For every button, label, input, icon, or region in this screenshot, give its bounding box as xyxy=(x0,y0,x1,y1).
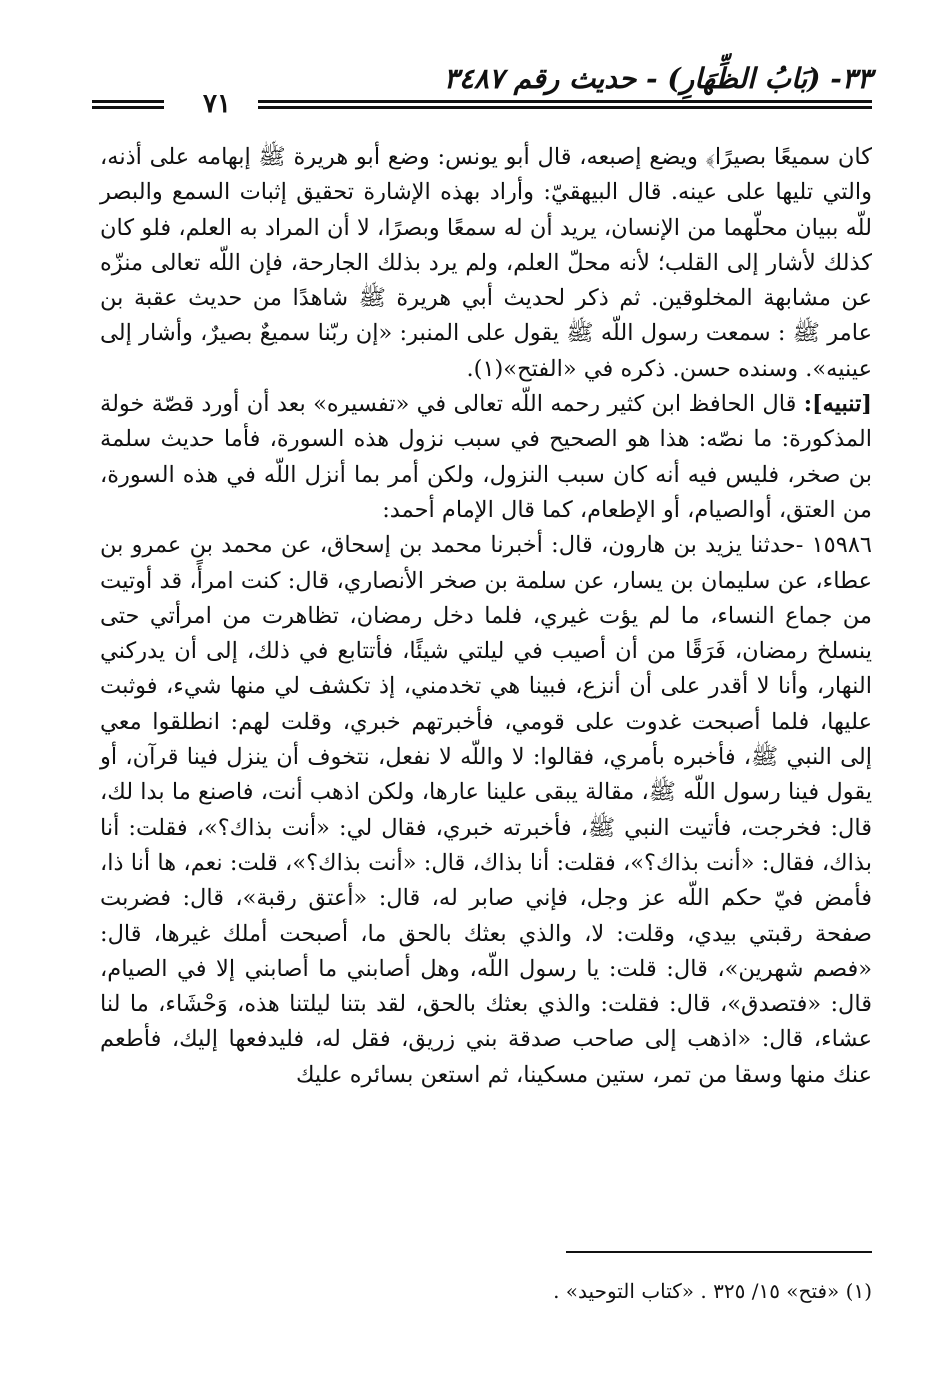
main-text xyxy=(100,140,872,1093)
paragraph-commentary xyxy=(100,140,872,387)
page-header xyxy=(92,60,872,130)
note-label: [تنبيه]: xyxy=(803,391,872,418)
footnote-separator xyxy=(566,1251,872,1253)
hadith-number: ١٥٩٨٦ xyxy=(811,532,873,559)
paragraph-text: قال الحافظ ابن كثير رحمه اللّه تعالى في «تفسيره» بعد أن أورد قصّة خولة المذكورة: ما نصّه: هذا هو الصحيح في سبب نزول هذه السورة، فأما حديث سلمة بن صخر، فليس فيه أنه كان سبب النزول، ولكن أمر بما أنزل اللّه في هذه السورة، من العتق، أوالصيام، أو الإطعام، كما قال الإمام أحمد: xyxy=(100,391,872,523)
header-double-rule-right xyxy=(258,100,872,109)
page-number: ٧١ xyxy=(203,89,231,119)
paragraph-note xyxy=(100,387,872,528)
running-title: ٣٣- (بَابُ الظِّهَارِ) - حديث رقم ٣٤٨٧ xyxy=(443,62,872,95)
paragraph-hadith xyxy=(100,528,872,1093)
footnote: (١) «فتح» ١٥/ ٣٢٥ . «كتاب التوحيد» . xyxy=(553,1279,872,1303)
paragraph-text: كان سميعًا بصيرًا﴾ ويضع إصبعه، قال أبو يونس: وضع أبو هريرة ﷺ إبهامه على أذنه، والتي تليها على عينه. قال البيهقيّ: وأراد بهذه الإشارة تحقيق إثبات السمع والبصر للّه ببيان محلّهما من الإنسان، يريد أن له سمعًا وبصرًا، لا أن المراد به العلم، فلو كان كذلك لأشار إلى القلب؛ لأنه محلّ العلم، ولم يرد بذلك الجارحة، فإن اللّه تعالى منزّه عن مشابهة المخلوقين. ثم ذكر لحديث أبي هريرة ﷺ شاهدًا من حديث عقبة بن عامر ﷺ : سمعت رسول اللّه ﷺ يقول على المنبر: «إن ربّنا سميعٌ بصيرٌ، وأشار إلى عينيه». وسنده حسن. ذكره في «الفتح»(١). xyxy=(100,144,872,382)
header-double-rule-left xyxy=(92,100,164,109)
paragraph-text: -حدثنا يزيد بن هارون، قال: أخبرنا محمد بن إسحاق، عن محمد بن عمرو بن عطاء، عن سليمان بن يسار، عن سلمة بن صخر الأنصاري، قال: كنت امرأً، قد أوتيت من جماع النساء، ما لم يؤت غيري، فلما دخل رمضان، تظاهرت من امرأتي حتى ينسلخ رمضان، فَرَقًا من أن أصيب في ليلتي شيئًا، فأتتابع في ذلك، إلى أن يدركني النهار، وأنا لا أقدر على أن أنزع، فبينا هي تخدمني، إذ تكشف لي منها شيء، فوثبت عليها، فلما أصبحت غدوت على قومي، فأخبرتهم خبري، وقلت لهم: انطلقوا معي إلى النبي ﷺ، فأخبره بأمري، فقالوا: لا واللّه لا نفعل، نتخوف أن ينزل فينا قرآن، أو يقول فينا رسول اللّه ﷺ، مقالة يبقى علينا عارها، ولكن اذهب أنت، فاصنع ما بدا لك، قال: فخرجت، فأتيت النبي ﷺ، فأخبرته خبري، فقال لي: «أنت بذاك؟»، فقلت: أنا بذاك، فقال: «أنت بذاك؟»، فقلت: أنا بذاك، قال: «أنت بذاك؟»، قلت: نعم، ها أنا ذا، فأمض فيّ حكم اللّه عز وجل، فإني صابر له، قال: «أعتق رقبة»، قال: فضربت صفحة رقبتي بيدي، وقلت: لا، والذي بعثك بالحق ما، أصبحت أملك غيرها، قال: «فصم شهرين»، قال: قلت: يا رسول اللّه، وهل أصابني ما أصابني إلا في الصيام، قال: «فتصدق»، قال: فقلت: والذي بعثك بالحق، لقد بتنا ليلتنا هذه، وَحْشَاء، ما لنا عشاء، قال: «اذهب إلى صاحب صدقة بني زريق، فقل له، فليدفعها إليك، فأطعم عنك منها وسقا من تمر، ستين مسكينا، ثم استعن بسائره عليك xyxy=(100,532,872,1088)
